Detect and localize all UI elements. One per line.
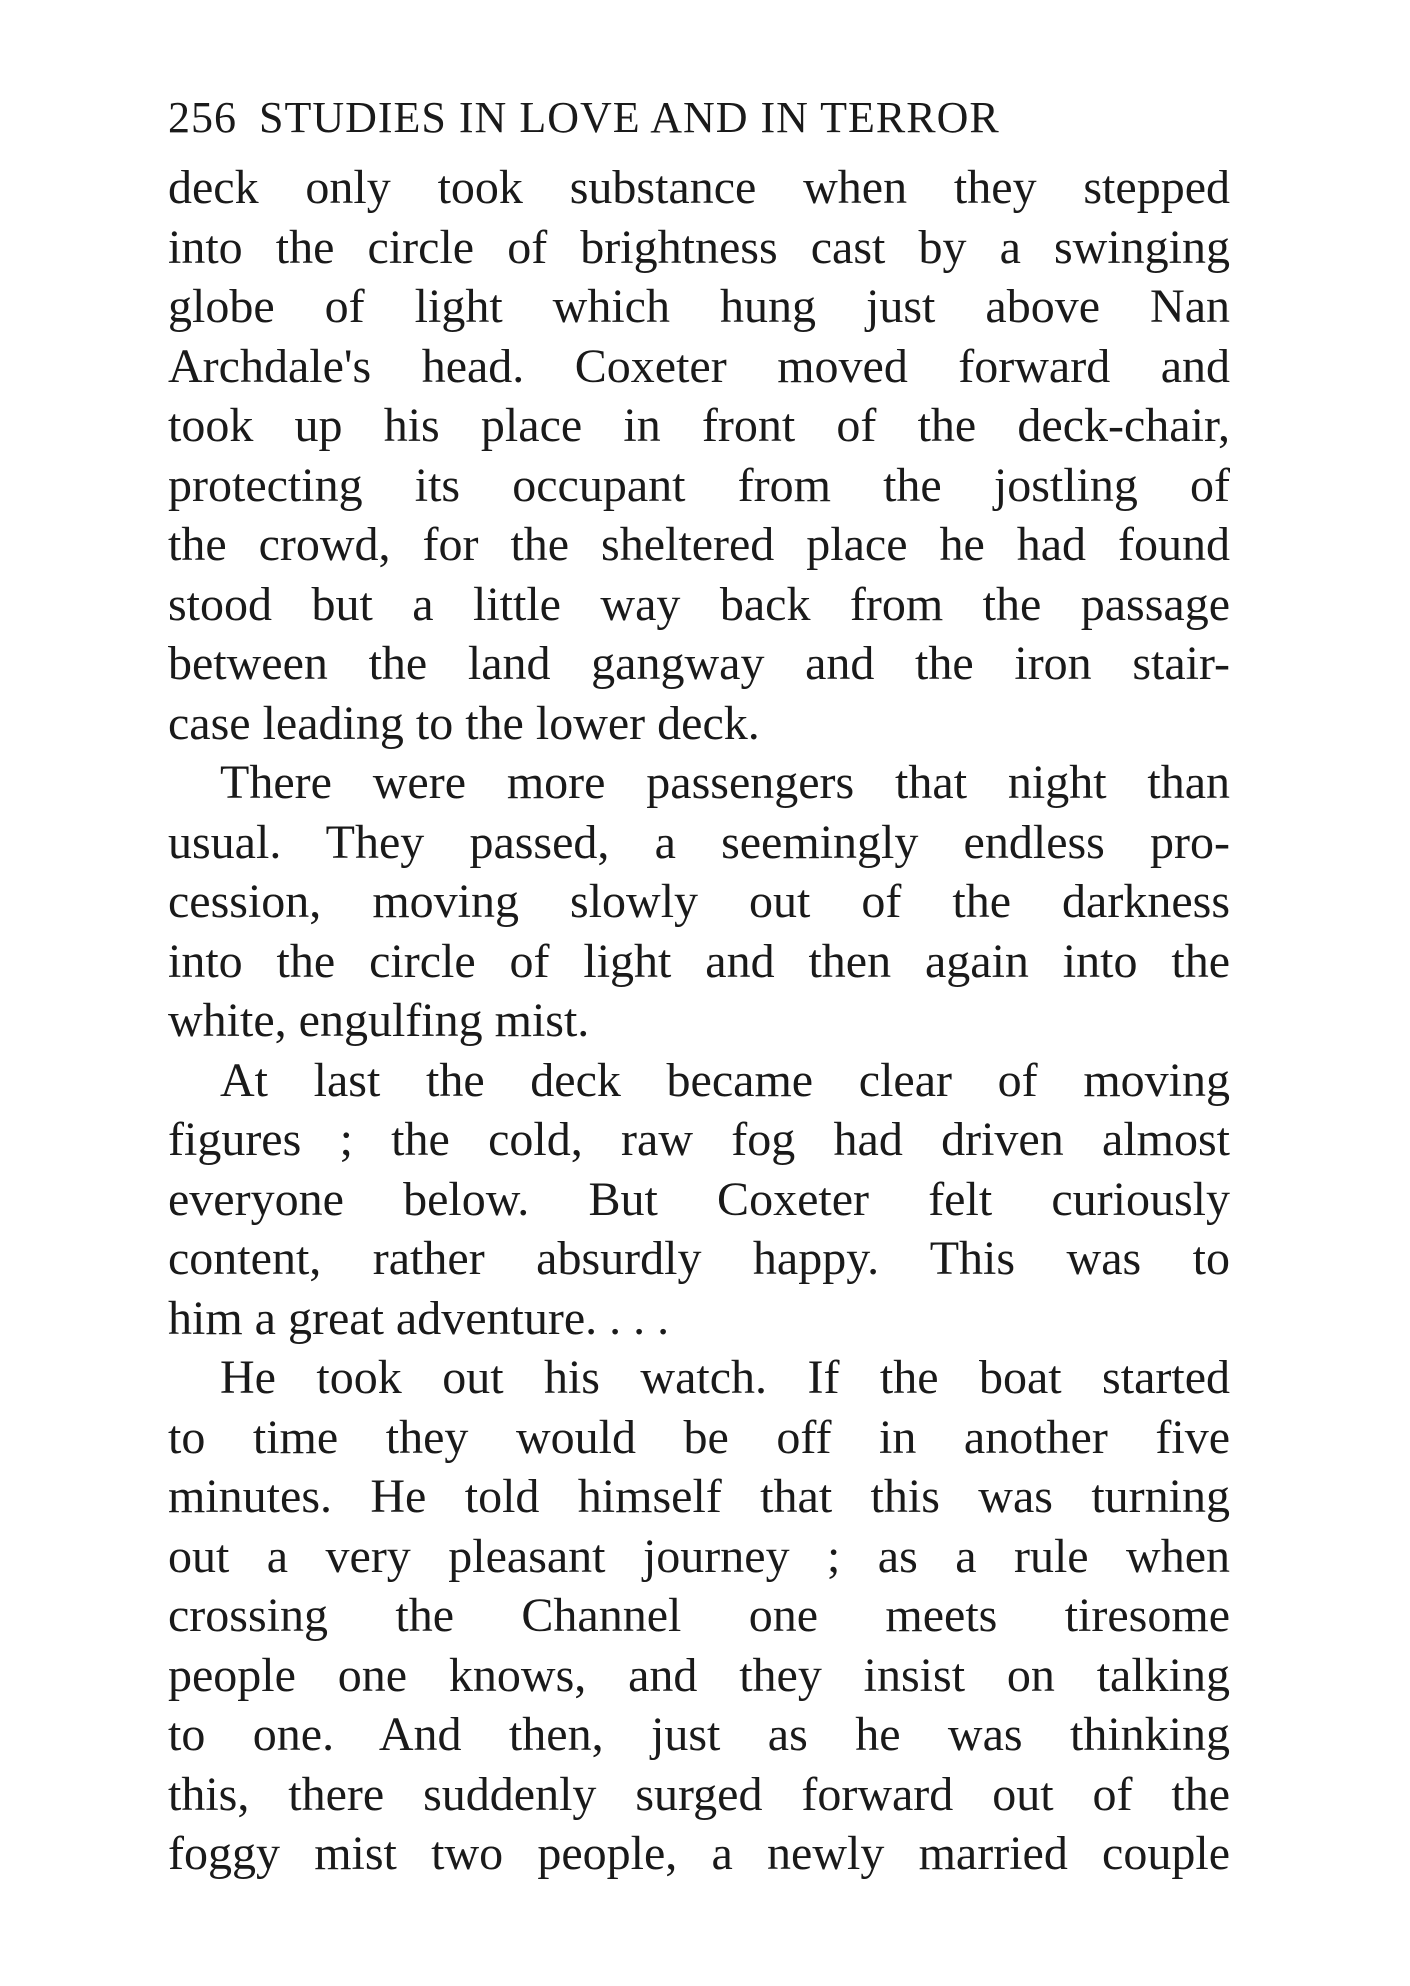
paragraph: [168, 158, 1230, 753]
page-number: 256: [168, 93, 237, 142]
text-line: out a very pleasant journey ; as a rule when: [168, 1529, 1230, 1583]
text-line: case leading to the lower deck.: [168, 696, 760, 750]
text-line: There were more passengers that night than: [220, 756, 1230, 809]
text-line: He took out his watch. If the boat started: [220, 1351, 1230, 1404]
text-line: white, engulfing mist.: [168, 994, 590, 1047]
text-line: took up his place in front of the deck-chair,: [168, 399, 1230, 452]
body-text: [168, 158, 1230, 1884]
text-line: figures ; the cold, raw fog had driven almost: [168, 1113, 1230, 1166]
text-line: cession, moving slowly out of the darkness: [168, 875, 1230, 928]
text-line: foggy mist two people, a newly married couple: [168, 1827, 1230, 1880]
running-title: STUDIES IN LOVE AND IN TERROR: [259, 93, 1000, 142]
paragraph: [168, 753, 1230, 1051]
text-line: into the circle of light and then again into the: [168, 934, 1230, 988]
text-line: to time they would be off in another five: [168, 1410, 1230, 1464]
text-line: At last the deck became clear of moving: [220, 1053, 1230, 1107]
text-line: usual. They passed, a seemingly endless pro-: [168, 815, 1230, 869]
paragraph: [168, 1051, 1230, 1349]
text-line: people one knows, and they insist on talking: [168, 1648, 1230, 1702]
text-line: Archdale's head. Coxeter moved forward and: [168, 339, 1230, 393]
text-line: this, there suddenly surged forward out of the: [168, 1767, 1230, 1821]
text-line: crossing the Channel one meets tiresome: [168, 1589, 1230, 1642]
text-line: everyone below. But Coxeter felt curiously: [168, 1172, 1230, 1226]
text-line: to one. And then, just as he was thinking: [168, 1708, 1230, 1761]
text-line: minutes. He told himself that this was turning: [168, 1470, 1230, 1523]
text-line: him a great adventure. . . .: [168, 1291, 670, 1345]
text-line: content, rather absurdly happy. This was to: [168, 1232, 1230, 1285]
text-line: protecting its occupant from the jostling of: [168, 458, 1230, 512]
text-line: deck only took substance when they stepped: [168, 161, 1230, 214]
text-line: into the circle of brightness cast by a swinging: [168, 220, 1230, 274]
text-line: stood but a little way back from the passage: [168, 577, 1230, 631]
paragraph: [168, 1348, 1230, 1884]
running-head: [168, 88, 1230, 148]
text-line: the crowd, for the sheltered place he had found: [168, 518, 1230, 571]
text-line: between the land gangway and the iron stair-: [168, 637, 1230, 690]
text-line: globe of light which hung just above Nan: [168, 280, 1230, 333]
